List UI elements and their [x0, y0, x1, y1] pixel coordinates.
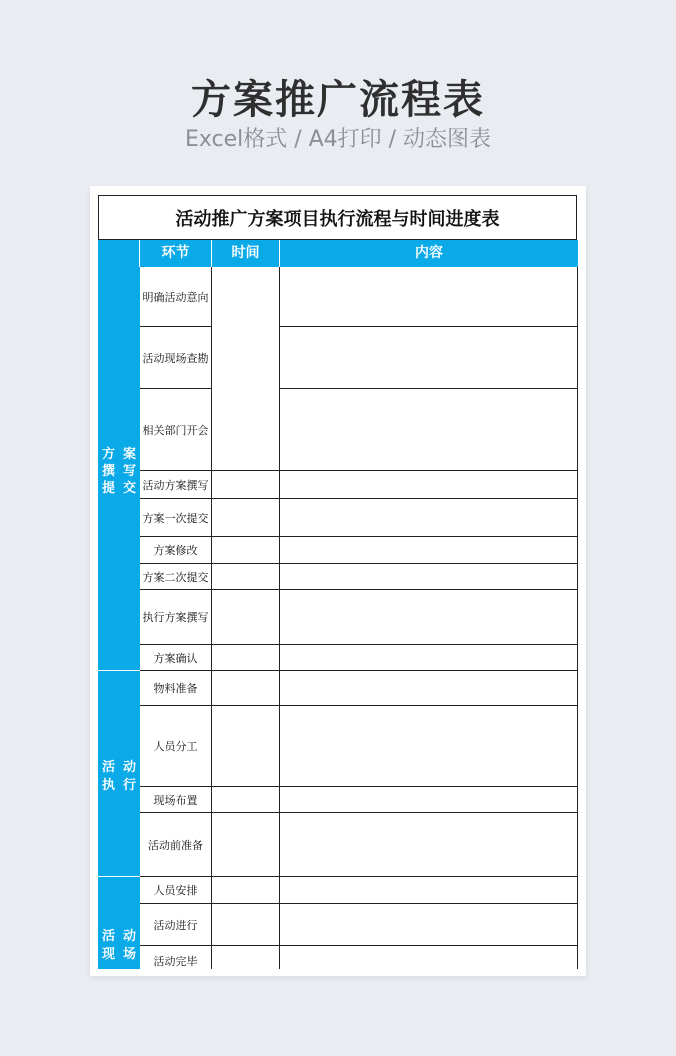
- time-cell[interactable]: [212, 946, 280, 969]
- content-cell[interactable]: [280, 564, 578, 590]
- step-cell: 明确活动意向: [140, 267, 212, 327]
- step-cell: 物料准备: [140, 671, 212, 706]
- content-cell[interactable]: [280, 904, 578, 946]
- banner-subtitle: Excel格式 / A4打印 / 动态图表: [184, 127, 492, 152]
- group-char: 活: [102, 760, 116, 775]
- time-cell[interactable]: [212, 471, 280, 499]
- step-cell: 方案二次提交: [140, 564, 212, 590]
- step-cell: 活动方案撰写: [140, 471, 212, 499]
- content-cell[interactable]: [280, 645, 578, 671]
- group-char: 写: [123, 464, 137, 479]
- header-step: 环节: [140, 240, 212, 267]
- step-cell: 执行方案撰写: [140, 590, 212, 645]
- step-cell: 活动进行: [140, 904, 212, 946]
- group-char: 动: [123, 929, 137, 944]
- group-char: 提: [102, 481, 116, 496]
- content-cell[interactable]: [280, 813, 578, 877]
- time-cell[interactable]: [212, 267, 280, 471]
- step-cell: 相关部门开会: [140, 389, 212, 471]
- group-char: 场: [123, 947, 137, 962]
- step-cell: 方案一次提交: [140, 499, 212, 537]
- group-char: 案: [123, 447, 137, 462]
- content-cell[interactable]: [280, 499, 578, 537]
- content-cell[interactable]: [280, 671, 578, 706]
- step-cell: 活动前准备: [140, 813, 212, 877]
- time-cell[interactable]: [212, 787, 280, 813]
- content-cell[interactable]: [280, 590, 578, 645]
- time-cell[interactable]: [212, 671, 280, 706]
- header-blank: [98, 240, 140, 267]
- time-cell[interactable]: [212, 645, 280, 671]
- time-cell[interactable]: [212, 904, 280, 946]
- content-cell[interactable]: [280, 946, 578, 969]
- time-cell[interactable]: [212, 499, 280, 537]
- time-cell[interactable]: [212, 564, 280, 590]
- group-char: 交: [123, 481, 137, 496]
- time-cell[interactable]: [212, 813, 280, 877]
- group-char: 行: [123, 778, 137, 793]
- group-char: 动: [123, 760, 137, 775]
- step-cell: 方案修改: [140, 537, 212, 564]
- schedule-table: [98, 195, 578, 969]
- step-cell: 方案确认: [140, 645, 212, 671]
- group-char: 现: [102, 947, 116, 962]
- table-header: [98, 240, 578, 267]
- step-cell: 活动现场查勘: [140, 327, 212, 389]
- time-cell[interactable]: [212, 706, 280, 787]
- header-time: 时间: [212, 240, 280, 267]
- sheet-preview: [90, 186, 586, 976]
- group-plan: [98, 267, 140, 671]
- content-cell[interactable]: [280, 877, 578, 904]
- content-cell[interactable]: [280, 267, 578, 327]
- step-cell: 活动完毕: [140, 946, 212, 969]
- group-char: 执: [102, 778, 116, 793]
- time-cell[interactable]: [212, 537, 280, 564]
- content-cell[interactable]: [280, 787, 578, 813]
- time-cell[interactable]: [212, 590, 280, 645]
- header-content: 内容: [415, 245, 443, 261]
- content-cell[interactable]: [280, 389, 578, 471]
- banner-title: 方案推广流程表: [191, 77, 485, 123]
- step-cell: 人员分工: [140, 706, 212, 787]
- group-char: 撰: [102, 464, 116, 479]
- content-cell[interactable]: [280, 327, 578, 389]
- step-cell: 人员安排: [140, 877, 212, 904]
- step-cell: 现场布置: [140, 787, 212, 813]
- group-char: 活: [102, 929, 116, 944]
- table-title: 活动推广方案项目执行流程与时间进度表: [98, 195, 577, 240]
- content-cell[interactable]: [280, 471, 578, 499]
- content-cell[interactable]: [280, 537, 578, 564]
- group-char: 方: [102, 447, 116, 462]
- time-cell[interactable]: [212, 877, 280, 904]
- group-execution: [98, 671, 140, 877]
- group-onsite: [98, 877, 140, 969]
- content-cell[interactable]: [280, 706, 578, 787]
